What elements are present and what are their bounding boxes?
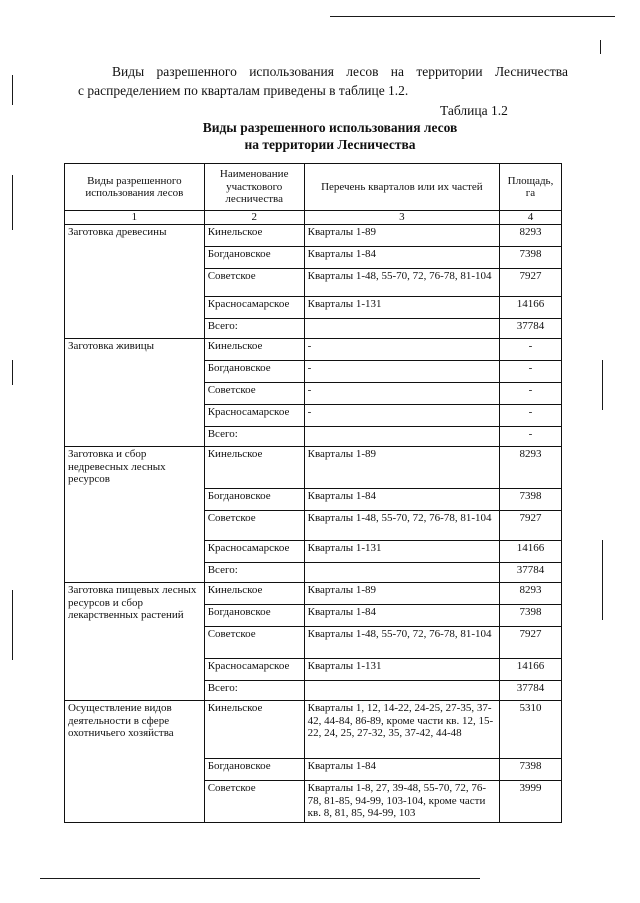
forestry-cell: Кинельское	[204, 701, 304, 759]
table-row	[65, 701, 562, 759]
area-cell: 5310	[500, 701, 562, 759]
scan-line-top-right	[600, 40, 601, 54]
quarters-cell: Кварталы 1-131	[304, 297, 499, 319]
area-cell: 37784	[500, 681, 562, 701]
quarters-cell: Кварталы 1-8, 27, 39-48, 55-70, 72, 76-78, 81-85, 94-99, 103-104, кроме части кв. 8, 81, 85, 94-99, 103	[304, 781, 499, 823]
forestry-cell: Всего:	[204, 563, 304, 583]
table-title-line-1: Виды разрешенного использования лесов	[202, 120, 458, 135]
quarters-cell	[304, 563, 499, 583]
forestry-cell: Богдановское	[204, 605, 304, 627]
quarters-cell: Кварталы 1-84	[304, 605, 499, 627]
quarters-cell	[304, 681, 499, 701]
quarters-cell: Кварталы 1-84	[304, 489, 499, 511]
forestry-cell: Советское	[204, 383, 304, 405]
area-cell: 3999	[500, 781, 562, 823]
area-cell: 7398	[500, 247, 562, 269]
forestry-cell: Всего:	[204, 427, 304, 447]
table-caption: Таблица 1.2	[440, 103, 508, 118]
table-row	[65, 583, 562, 605]
area-cell: 7927	[500, 627, 562, 659]
forestry-cell: Кинельское	[204, 583, 304, 605]
area-cell: -	[500, 361, 562, 383]
forestry-cell: Красносамарское	[204, 297, 304, 319]
area-cell: 7927	[500, 269, 562, 297]
area-cell: 14166	[500, 541, 562, 563]
forestry-cell: Красносамарское	[204, 659, 304, 681]
area-cell: -	[500, 427, 562, 447]
quarters-cell: Кварталы 1-48, 55-70, 72, 76-78, 81-104	[304, 269, 499, 297]
quarters-cell: Кварталы 1, 12, 14-22, 24-25, 27-35, 37-42, 44-84, 86-89, кроме части кв. 12, 15-22, 24, 25, 27-32, 35, 37-42, 44-48	[304, 701, 499, 759]
header-area: Площадь, га	[500, 164, 562, 211]
table-row	[65, 447, 562, 489]
quarters-cell: Кварталы 1-48, 55-70, 72, 76-78, 81-104	[304, 627, 499, 659]
scan-line-right-2	[602, 540, 603, 620]
quarters-cell: Кварталы 1-131	[304, 659, 499, 681]
header-use: Виды разрешенного использования лесов	[65, 164, 205, 211]
use-type-cell: Осуществление видов деятельности в сфере охотничьего хозяйства	[65, 701, 205, 823]
use-type-cell: Заготовка пищевых лесных ресурсов и сбор лекарственных растений	[65, 583, 205, 701]
scan-line-left-3	[12, 360, 13, 385]
table-body	[65, 225, 562, 823]
forestry-cell: Богдановское	[204, 489, 304, 511]
column-number: 2	[204, 211, 304, 225]
header-row	[65, 164, 562, 211]
forestry-cell: Кинельское	[204, 225, 304, 247]
quarters-cell	[304, 319, 499, 339]
table-row	[65, 225, 562, 247]
scan-line-right-1	[602, 360, 603, 410]
intro-line-2: с распределением по кварталам приведены в таблице 1.2.	[78, 83, 409, 98]
forestry-cell: Кинельское	[204, 339, 304, 361]
scan-line-top	[330, 16, 615, 17]
area-cell: -	[500, 339, 562, 361]
table-title	[120, 119, 540, 153]
intro-paragraph	[78, 62, 568, 100]
forestry-cell: Богдановское	[204, 247, 304, 269]
area-cell: -	[500, 383, 562, 405]
forestry-cell: Всего:	[204, 681, 304, 701]
forestry-cell: Советское	[204, 627, 304, 659]
column-number-row	[65, 211, 562, 225]
scan-line-left-4	[12, 590, 13, 660]
area-cell: 7398	[500, 605, 562, 627]
area-cell: 7398	[500, 759, 562, 781]
quarters-cell: Кварталы 1-84	[304, 759, 499, 781]
area-cell: 8293	[500, 583, 562, 605]
use-type-cell: Заготовка и сбор недревесных лесных ресурсов	[65, 447, 205, 583]
forestry-cell: Всего:	[204, 319, 304, 339]
scan-line-left-1	[12, 75, 13, 105]
forestry-cell: Красносамарское	[204, 541, 304, 563]
quarters-cell: -	[304, 339, 499, 361]
area-cell: 37784	[500, 563, 562, 583]
scan-line-left-2	[12, 175, 13, 230]
quarters-cell: Кварталы 1-48, 55-70, 72, 76-78, 81-104	[304, 511, 499, 541]
column-number: 4	[500, 211, 562, 225]
quarters-cell: Кварталы 1-131	[304, 541, 499, 563]
forestry-cell: Богдановское	[204, 759, 304, 781]
forestry-cell: Кинельское	[204, 447, 304, 489]
table-title-line-2: на территории Лесничества	[244, 137, 416, 152]
area-cell: 8293	[500, 447, 562, 489]
header-quarters: Перечень кварталов или их частей	[304, 164, 499, 211]
area-cell: 37784	[500, 319, 562, 339]
quarters-cell: Кварталы 1-89	[304, 447, 499, 489]
scan-line-bottom	[40, 878, 480, 879]
forestry-cell: Советское	[204, 781, 304, 823]
area-cell: -	[500, 405, 562, 427]
forestry-cell: Красносамарское	[204, 405, 304, 427]
area-cell: 7927	[500, 511, 562, 541]
forestry-cell: Советское	[204, 269, 304, 297]
forestry-cell: Советское	[204, 511, 304, 541]
table-row	[65, 339, 562, 361]
header-forestry: Наименование участкового лесничества	[204, 164, 304, 211]
column-number: 1	[65, 211, 205, 225]
intro-line-1: Виды разрешенного использования лесов на территории Лесничества	[112, 64, 568, 79]
quarters-cell: -	[304, 405, 499, 427]
area-cell: 8293	[500, 225, 562, 247]
quarters-cell: -	[304, 383, 499, 405]
quarters-cell: Кварталы 1-84	[304, 247, 499, 269]
quarters-cell: Кварталы 1-89	[304, 225, 499, 247]
use-type-cell: Заготовка древесины	[65, 225, 205, 339]
quarters-cell: -	[304, 361, 499, 383]
area-cell: 7398	[500, 489, 562, 511]
column-number: 3	[304, 211, 499, 225]
area-cell: 14166	[500, 297, 562, 319]
quarters-cell: Кварталы 1-89	[304, 583, 499, 605]
forest-use-table	[64, 163, 562, 823]
area-cell: 14166	[500, 659, 562, 681]
quarters-cell	[304, 427, 499, 447]
forestry-cell: Богдановское	[204, 361, 304, 383]
use-type-cell: Заготовка живицы	[65, 339, 205, 447]
